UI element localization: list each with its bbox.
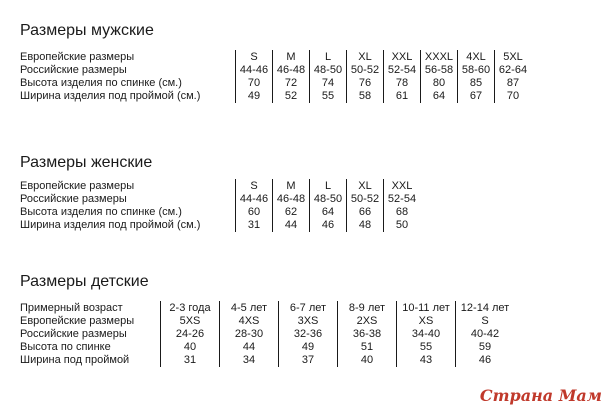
row-label: Высота изделия по спинке (см.) bbox=[20, 77, 182, 89]
row-label: Ширина под проймой bbox=[20, 354, 130, 366]
size-table-row bbox=[20, 50, 531, 64]
size-cell: 49 bbox=[236, 90, 273, 103]
size-cell: 46-48 bbox=[273, 64, 310, 77]
size-cell: 58 bbox=[347, 90, 384, 103]
size-table-row bbox=[20, 301, 514, 315]
size-cell: 49 bbox=[279, 341, 338, 354]
size-cell: 34-40 bbox=[397, 328, 456, 341]
size-table-row bbox=[20, 193, 420, 206]
size-cell: 40 bbox=[161, 341, 220, 354]
size-cell: 55 bbox=[397, 341, 456, 354]
row-label: Высота изделия по спинке (см.) bbox=[20, 206, 182, 218]
size-cell: 46 bbox=[456, 354, 515, 367]
size-cell: 4-5 лет bbox=[220, 301, 279, 315]
size-table-row bbox=[20, 64, 531, 77]
size-cell: 6-7 лет bbox=[279, 301, 338, 315]
size-cell: 52-54 bbox=[384, 193, 421, 206]
size-cell: 10-11 лет bbox=[397, 301, 456, 315]
size-cell: 40 bbox=[338, 354, 397, 367]
size-cell: 48 bbox=[347, 219, 384, 232]
size-cell: 2XS bbox=[338, 315, 397, 328]
size-cell: 70 bbox=[236, 77, 273, 90]
size-cell: 50-52 bbox=[347, 64, 384, 77]
size-cell: 4XL bbox=[458, 50, 495, 64]
size-cell: 32-36 bbox=[279, 328, 338, 341]
size-cell: 12-14 лет bbox=[456, 301, 515, 315]
size-cell: 50 bbox=[384, 219, 421, 232]
size-cell: 76 bbox=[347, 77, 384, 90]
size-cell: 44 bbox=[273, 219, 310, 232]
row-label: Европейские размеры bbox=[20, 50, 135, 63]
size-table-row bbox=[20, 354, 514, 367]
size-table-row bbox=[20, 77, 531, 90]
size-cell: 2-3 года bbox=[161, 301, 220, 315]
size-cell: 70 bbox=[495, 90, 532, 103]
section-women-title: Размеры женские bbox=[20, 154, 153, 171]
size-cell: 40-42 bbox=[456, 328, 515, 341]
size-cell: 31 bbox=[236, 219, 273, 232]
section-men-title: Размеры мужские bbox=[20, 22, 154, 39]
size-table-row bbox=[20, 341, 514, 354]
size-cell: XXXL bbox=[421, 50, 458, 64]
women-size-table bbox=[20, 179, 420, 232]
size-cell: 66 bbox=[347, 206, 384, 219]
size-cell: L bbox=[310, 179, 347, 193]
size-cell: 55 bbox=[310, 90, 347, 103]
size-cell: 52-54 bbox=[384, 64, 421, 77]
size-cell: 60 bbox=[236, 206, 273, 219]
size-cell: 67 bbox=[458, 90, 495, 103]
size-cell: 48-50 bbox=[310, 64, 347, 77]
size-table-row bbox=[20, 206, 420, 219]
row-label: Европейские размеры bbox=[20, 179, 135, 192]
size-cell: 8-9 лет bbox=[338, 301, 397, 315]
size-cell: 56-58 bbox=[421, 64, 458, 77]
size-cell: 64 bbox=[310, 206, 347, 219]
size-cell: 87 bbox=[495, 77, 532, 90]
size-cell: 62 bbox=[273, 206, 310, 219]
size-cell: 46-48 bbox=[273, 193, 310, 206]
size-table-row bbox=[20, 315, 514, 328]
men-size-table bbox=[20, 50, 531, 103]
size-cell: M bbox=[273, 179, 310, 193]
row-label: Ширина изделия под проймой (см.) bbox=[20, 90, 201, 102]
size-cell: 52 bbox=[273, 90, 310, 103]
size-cell: L bbox=[310, 50, 347, 64]
row-label: Российские размеры bbox=[20, 328, 127, 340]
size-cell: 58-60 bbox=[458, 64, 495, 77]
size-cell: 50-52 bbox=[347, 193, 384, 206]
size-cell: 43 bbox=[397, 354, 456, 367]
men-size-table-body bbox=[20, 50, 531, 103]
size-cell: 85 bbox=[458, 77, 495, 90]
row-label: Европейские размеры bbox=[20, 315, 135, 327]
size-cell: 44-46 bbox=[236, 64, 273, 77]
kids-size-table bbox=[20, 301, 514, 367]
size-cell: 59 bbox=[456, 341, 515, 354]
size-cell: 28-30 bbox=[220, 328, 279, 341]
size-cell: 51 bbox=[338, 341, 397, 354]
size-cell: 44-46 bbox=[236, 193, 273, 206]
size-cell: XS bbox=[397, 315, 456, 328]
size-cell: XL bbox=[347, 179, 384, 193]
size-cell: 37 bbox=[279, 354, 338, 367]
size-cell: 4XS bbox=[220, 315, 279, 328]
women-size-table-body bbox=[20, 179, 420, 232]
size-cell: 3XS bbox=[279, 315, 338, 328]
size-cell: 78 bbox=[384, 77, 421, 90]
row-label: Российские размеры bbox=[20, 64, 127, 76]
size-cell: 72 bbox=[273, 77, 310, 90]
site-watermark: Страна Мам bbox=[479, 386, 602, 405]
section-kids-title: Размеры детские bbox=[20, 273, 149, 290]
size-table-row bbox=[20, 328, 514, 341]
size-cell: 5XL bbox=[495, 50, 532, 64]
size-cell: 5XS bbox=[161, 315, 220, 328]
size-cell: 24-26 bbox=[161, 328, 220, 341]
row-label: Примерный возраст bbox=[20, 301, 123, 314]
size-cell: 61 bbox=[384, 90, 421, 103]
size-cell: XL bbox=[347, 50, 384, 64]
size-cell: 80 bbox=[421, 77, 458, 90]
size-cell: 68 bbox=[384, 206, 421, 219]
size-cell: 62-64 bbox=[495, 64, 532, 77]
kids-size-table-body bbox=[20, 301, 514, 367]
size-cell: S bbox=[456, 315, 515, 328]
size-table-row bbox=[20, 90, 531, 103]
row-label: Российские размеры bbox=[20, 193, 127, 205]
size-table-row bbox=[20, 219, 420, 232]
row-label: Высота по спинке bbox=[20, 341, 111, 353]
size-cell: 46 bbox=[310, 219, 347, 232]
size-cell: S bbox=[236, 179, 273, 193]
size-cell: 31 bbox=[161, 354, 220, 367]
size-cell: 64 bbox=[421, 90, 458, 103]
size-table-row bbox=[20, 179, 420, 193]
size-cell: 36-38 bbox=[338, 328, 397, 341]
size-cell: 44 bbox=[220, 341, 279, 354]
size-cell: 34 bbox=[220, 354, 279, 367]
size-cell: XXL bbox=[384, 50, 421, 64]
size-cell: 48-50 bbox=[310, 193, 347, 206]
size-cell: M bbox=[273, 50, 310, 64]
size-cell: S bbox=[236, 50, 273, 64]
size-cell: 74 bbox=[310, 77, 347, 90]
size-cell: XXL bbox=[384, 179, 421, 193]
row-label: Ширина изделия под проймой (см.) bbox=[20, 219, 201, 231]
